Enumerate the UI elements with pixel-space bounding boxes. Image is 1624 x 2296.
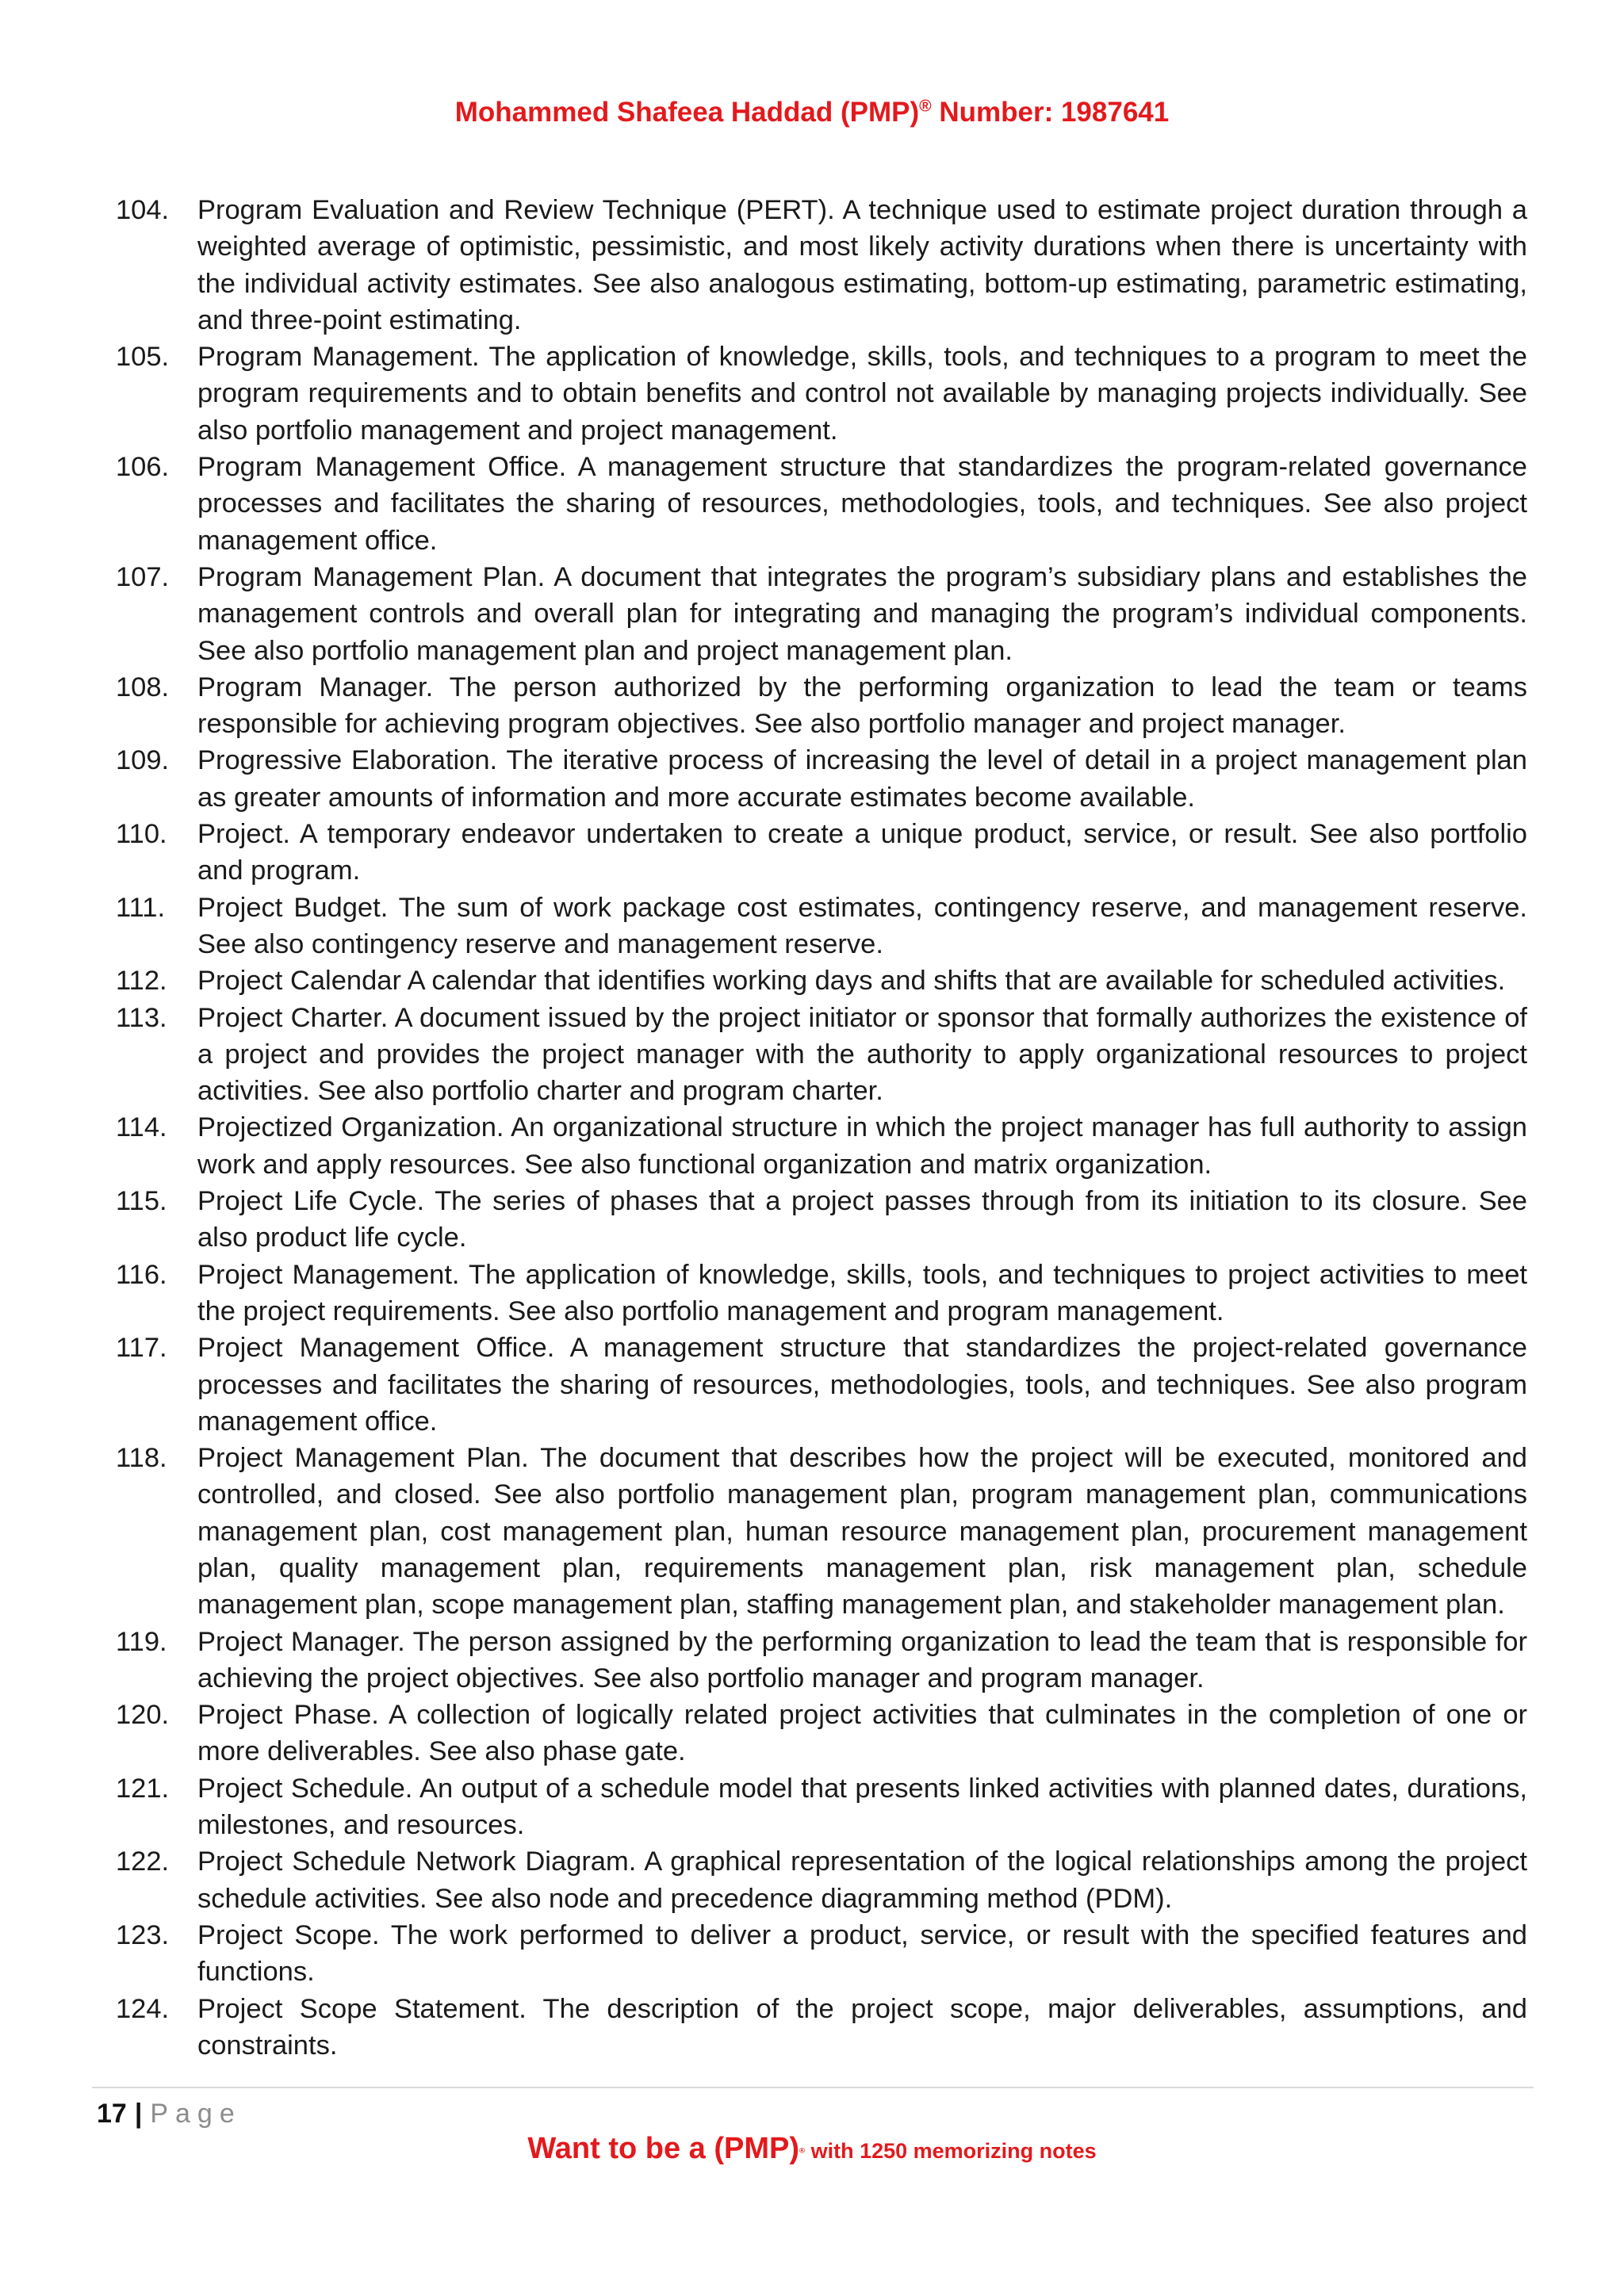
glossary-entry <box>116 1183 1527 1257</box>
registered-mark: ® <box>919 97 932 116</box>
entry-number: 111. <box>116 892 166 923</box>
header-author: Mohammed Shafeea Haddad (PMP) <box>454 97 920 128</box>
entry-number: 114. <box>116 1112 167 1143</box>
glossary-entry <box>116 742 1527 816</box>
entry-text: Program Manager. The person authorized by the performing organization to lead the team or teams responsible for achieving program objectives. See also portfolio manager and project manager. <box>197 672 1527 740</box>
entry-text: Project Schedule Network Diagram. A graphical representation of the logical relationships among the project schedule activities. See also node and precedence diagramming method (PDM). <box>197 1846 1527 1914</box>
footer-promo <box>0 2132 1624 2166</box>
glossary-entry <box>116 962 1527 999</box>
entry-number: 122. <box>116 1846 170 1877</box>
entry-text: Project Management. The application of knowledge, skills, tools, and techniques to project activities to meet the project requirements. See also portfolio management and program management. <box>197 1259 1527 1326</box>
entry-number: 105. <box>116 342 170 373</box>
glossary-entry <box>116 192 1527 339</box>
glossary-entry <box>116 559 1527 669</box>
glossary-entry <box>116 1624 1527 1697</box>
glossary-entry <box>116 1770 1527 1844</box>
entry-number: 110. <box>116 819 167 850</box>
entry-text: Projectized Organization. An organizational structure in which the project manager has full authority to assign work and apply resources. See also functional organization and matrix organization. <box>197 1112 1527 1180</box>
entry-number: 120. <box>116 1700 170 1731</box>
entry-number: 121. <box>116 1773 170 1804</box>
entry-text: Project Calendar A calendar that identifies working days and shifts that are available for scheduled activities. <box>197 966 1506 997</box>
glossary-entry <box>116 1843 1527 1917</box>
entry-text: Project Management Office. A management structure that standardizes the project-related governance processes and facilitates the sharing of resources, methodologies, tools, and techniques. See also program management office. <box>197 1333 1527 1437</box>
glossary-entry <box>116 669 1527 743</box>
entry-number: 108. <box>116 672 170 702</box>
glossary-entry <box>116 1440 1527 1623</box>
entry-number: 109. <box>116 745 170 776</box>
footer-promo-subtitle: with 1250 memorizing notes <box>805 2139 1097 2163</box>
header-number: Number: 1987641 <box>931 97 1170 128</box>
glossary-entry <box>116 1917 1527 1991</box>
footer-registered-mark: ® <box>799 2146 806 2156</box>
entry-number: 117. <box>116 1333 167 1364</box>
footer-promo-title: Want to be a (PMP) <box>527 2132 799 2165</box>
entry-text: Program Management Plan. A document that integrates the program’s subsidiary plans and establishes the management controls and overall plan for integrating and managing the program’s individual components. See also portfolio management plan and project management plan. <box>197 561 1527 666</box>
entry-text: Project Management Plan. The document that describes how the project will be executed, monitored and controlled, and closed. See also portfolio management plan, program management plan, communications management plan, cost management plan, human resource management plan, procurement management plan, quality management plan, requirements management plan, risk management plan, schedule management plan, scope management plan, staffing management plan, and stakeholder management plan. <box>197 1443 1527 1621</box>
entry-number: 119. <box>116 1626 167 1657</box>
entry-text: Project Budget. The sum of work package cost estimates, contingency reserve, and management reserve. See also contingency reserve and management reserve. <box>197 892 1527 959</box>
glossary-entry <box>116 1257 1527 1330</box>
entry-text: Project Charter. A document issued by the project initiator or sponsor that formally authorizes the existence of a project and provides the project manager with the authority to apply organizational resources to project activities. See also portfolio charter and program charter. <box>197 1002 1527 1107</box>
entry-number: 107. <box>116 561 170 592</box>
entry-number: 112. <box>116 966 167 997</box>
glossary-list <box>116 192 1527 2064</box>
entry-text: Project Life Cycle. The series of phases that a project passes through from its initiation to its closure. See also product life cycle. <box>197 1186 1527 1253</box>
entry-number: 116. <box>116 1259 167 1290</box>
page-number: 17 <box>97 2099 127 2129</box>
entry-text: Progressive Elaboration. The iterative process of increasing the level of detail in a project management plan as greater amounts of information and more accurate estimates become available. <box>197 745 1527 813</box>
document-header <box>0 97 1624 128</box>
glossary-entry <box>116 339 1527 449</box>
glossary-entry <box>116 449 1527 559</box>
footer-divider <box>92 2087 1534 2088</box>
entry-text: Project Scope. The work performed to deliver a product, service, or result with the specified features and functions. <box>197 1919 1527 1988</box>
glossary-entry <box>116 1330 1527 1440</box>
entry-text: Project Manager. The person assigned by the performing organization to lead the team that is responsible for achieving the project objectives. See also portfolio manager and program manager. <box>197 1626 1527 1693</box>
glossary-entry <box>116 1697 1527 1770</box>
page-word: Page <box>150 2099 242 2129</box>
glossary-entry <box>116 1000 1527 1110</box>
entry-number: 113. <box>116 1002 167 1033</box>
entry-number: 115. <box>116 1186 167 1217</box>
glossary-entry <box>116 1991 1527 2064</box>
glossary-entry <box>116 890 1527 963</box>
page-number-label <box>97 2096 242 2131</box>
entry-text: Project Scope Statement. The description of the project scope, major deliverables, assumptions, and constraints. <box>197 1993 1527 2061</box>
entry-text: Program Evaluation and Review Technique (PERT). A technique used to estimate project duration through a weighted average of optimistic, pessimistic, and most likely activity durations when there is uncertainty with the individual activity estimates. See also analogous estimating, bottom-up estimating, parametric estimating, and three-point estimating. <box>197 195 1527 335</box>
entry-text: Program Management. The application of knowledge, skills, tools, and techniques to a program to meet the program requirements and to obtain benefits and control not available by managing projects individually. See also portfolio management and project management. <box>197 342 1527 446</box>
entry-number: 118. <box>116 1443 167 1474</box>
entry-number: 104. <box>116 195 170 225</box>
entry-number: 106. <box>116 452 170 483</box>
glossary-entry <box>116 1109 1527 1183</box>
entry-text: Project Phase. A collection of logically related project activities that culminates in the completion of one or more deliverables. See also phase gate. <box>197 1700 1527 1767</box>
entry-number: 124. <box>116 1993 170 2024</box>
entry-text: Project. A temporary endeavor undertaken to create a unique product, service, or result. See also portfolio and program. <box>197 819 1527 886</box>
entry-text: Project Schedule. An output of a schedule model that presents linked activities with planned dates, durations, milestones, and resources. <box>197 1773 1527 1841</box>
glossary-entry <box>116 816 1527 890</box>
page-separator: | <box>134 2099 143 2129</box>
entry-text: Program Management Office. A management structure that standardizes the program-related governance processes and facilitates the sharing of resources, methodologies, tools, and techniques. See also project management office. <box>197 452 1527 556</box>
entry-number: 123. <box>116 1919 170 1950</box>
